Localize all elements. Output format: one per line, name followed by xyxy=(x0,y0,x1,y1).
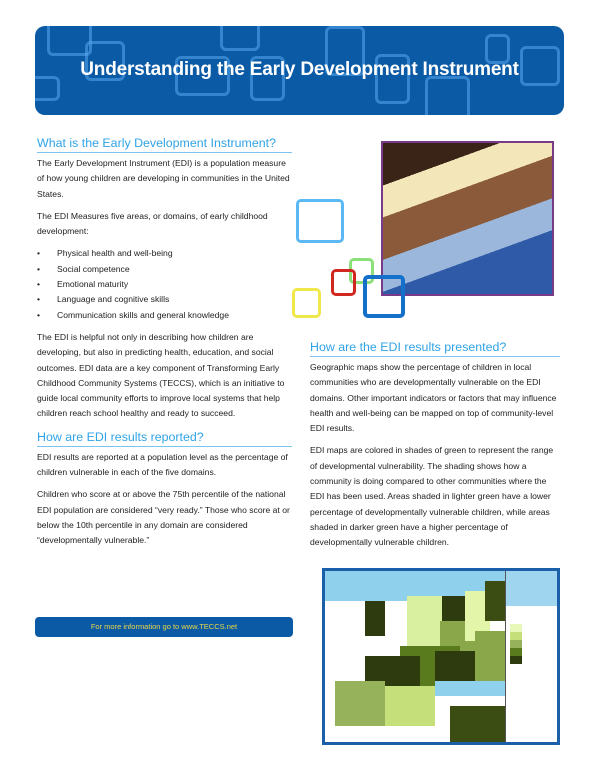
section-heading-what: What is the Early Development Instrument? xyxy=(37,135,292,153)
paragraph: Children who score at or above the 75th percentile of the national EDI population are considered “very ready.” Those who score at or below the 10th percentile in any domain are considered “developmentally vulnerable.” xyxy=(37,489,290,546)
map-legend xyxy=(505,571,557,742)
paragraph: The EDI is helpful not only in describing how children are developing, but also in predicting health, education, and social outcomes. EDI data are a key component of Transforming Early Childhood Community Systems (TECCS), which is an initiative to guide local community efforts to improve local systems that help children reach school healthy and ready to succeed. xyxy=(37,331,285,419)
decorative-square xyxy=(296,199,344,243)
section-heading-reported: How are EDI results reported? xyxy=(37,429,292,447)
decorative-square xyxy=(292,288,321,318)
section-heading-presented: How are the EDI results presented? xyxy=(310,339,560,357)
list-item: • Language and cognitive skills xyxy=(37,292,292,307)
paragraph: EDI maps are colored in shades of green to represent the range of developmental vulnerability. The shading shows how a community is doing compared to other communities where the EDI has been used. Areas shaded in lighter green have a lower percentage of developmentally vulnerable children, while areas shaded in darker green have a higher percentage of developmentally vulnerable children. xyxy=(310,445,554,548)
decorative-square xyxy=(331,269,356,296)
paragraph: The Early Development Instrument (EDI) is a population measure of how young children are developing in communities in the United States. xyxy=(37,158,290,199)
list-item: • Communication skills and general knowledge xyxy=(37,308,292,323)
list-item: • Physical health and well-being xyxy=(37,246,292,261)
decorative-square xyxy=(363,275,405,318)
paragraph: The EDI Measures five areas, or domains, of early childhood development: xyxy=(37,210,268,237)
list-item: • Emotional maturity xyxy=(37,277,292,292)
right-column xyxy=(310,339,560,558)
child-reading-photo xyxy=(381,141,554,296)
paragraph: EDI results are reported at a population level as the percentage of children vulnerable in each of the five domains. xyxy=(37,451,288,478)
left-column xyxy=(37,135,292,556)
edi-vulnerability-map xyxy=(322,568,560,745)
paragraph: Geographic maps show the percentage of children in local communities who are developmentally vulnerable on the EDI domains. Other important indicators or factors that may influence health and well-being can be mapped on top of community-level EDI results. xyxy=(310,362,557,434)
domain-list xyxy=(37,246,292,322)
title-banner xyxy=(35,26,564,115)
more-info-link[interactable]: For more information go to www.TECCS.net xyxy=(35,617,293,637)
page-title: Understanding the Early Development Instrument xyxy=(80,59,519,80)
list-item: • Social competence xyxy=(37,262,292,277)
